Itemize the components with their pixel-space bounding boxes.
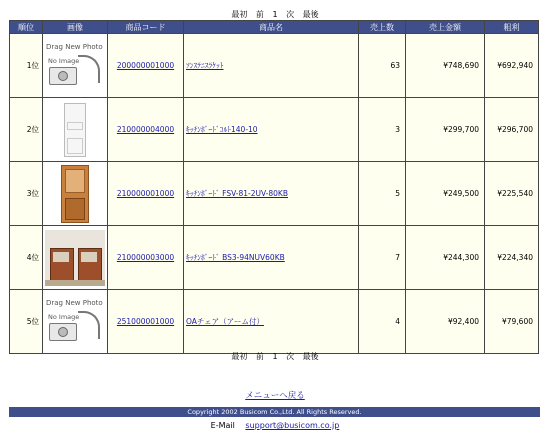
placeholder-line1: Drag New Photo <box>46 42 103 51</box>
rank-cell: 3位 <box>10 162 43 226</box>
product-name-link[interactable]: ｷｯﾁﾝﾎﾞｰﾄﾞ BS3-94NUV60KB <box>186 253 285 262</box>
pager-last[interactable]: 最後 <box>302 352 319 361</box>
sales-cell: ¥299,700 <box>406 98 485 162</box>
curved-arrow-icon <box>78 311 100 339</box>
camera-icon <box>49 67 77 85</box>
placeholder-line2: No Image <box>48 56 80 65</box>
profit-cell: ¥79,600 <box>485 290 539 354</box>
rank-cell: 1位 <box>10 34 43 98</box>
rank-cell: 2位 <box>10 98 43 162</box>
header-name: 商品名 <box>184 21 359 34</box>
product-code-link[interactable]: 210000003000 <box>116 253 175 262</box>
floor <box>45 280 105 286</box>
profit-cell: ¥225,540 <box>485 162 539 226</box>
qty-cell: 5 <box>359 162 406 226</box>
sales-cell: ¥92,400 <box>406 290 485 354</box>
sales-cell: ¥249,500 <box>406 162 485 226</box>
table-row <box>10 162 539 226</box>
pager-next[interactable]: 次 <box>286 10 295 19</box>
no-photo-placeholder <box>46 43 104 89</box>
rank-cell: 5位 <box>10 290 43 354</box>
camera-icon <box>49 323 77 341</box>
room-shelves-image <box>45 230 105 286</box>
table-row <box>10 290 539 354</box>
header-profit: 粗利 <box>485 21 539 34</box>
qty-cell: 63 <box>359 34 406 98</box>
product-code-link[interactable]: 251000001000 <box>116 317 175 326</box>
wood-hutch-image <box>61 165 89 223</box>
no-photo-placeholder <box>46 299 104 345</box>
product-image <box>43 162 108 226</box>
name-cell <box>184 34 359 98</box>
code-cell <box>108 226 184 290</box>
table-row <box>10 34 539 98</box>
profit-cell: ¥296,700 <box>485 98 539 162</box>
code-cell <box>108 290 184 354</box>
product-image <box>43 34 108 98</box>
header-rank: 順位 <box>10 21 43 34</box>
qty-cell: 4 <box>359 290 406 354</box>
table-row <box>10 226 539 290</box>
product-image <box>43 98 108 162</box>
footer-email <box>0 421 550 430</box>
pager-page: 1 <box>272 10 278 19</box>
product-name-link[interactable]: OAチェア（アーム付） <box>186 317 264 326</box>
product-name-link[interactable]: ｿﾝｽﾃﾆｽﾗｹｯﾄ <box>186 61 224 70</box>
pager-prev[interactable]: 前 <box>255 352 264 361</box>
table-header-row <box>10 21 539 34</box>
product-name-link[interactable]: ｷｯﾁﾝﾎﾞｰﾄﾞ FSV-81-2UV-80KB <box>186 189 288 198</box>
name-cell <box>184 98 359 162</box>
placeholder-line2: No Image <box>48 312 80 321</box>
curved-arrow-icon <box>78 55 100 83</box>
email-link[interactable]: support@busicom.co.jp <box>245 421 340 430</box>
white-cabinet-image <box>64 103 86 157</box>
code-cell <box>108 98 184 162</box>
pager-first[interactable]: 最初 <box>231 10 248 19</box>
product-image <box>43 226 108 290</box>
shelf-left <box>50 248 74 284</box>
header-sales: 売上金額 <box>406 21 485 34</box>
qty-cell: 3 <box>359 98 406 162</box>
code-cell <box>108 162 184 226</box>
header-qty: 売上数 <box>359 21 406 34</box>
sales-ranking-table <box>9 20 539 354</box>
name-cell <box>184 226 359 290</box>
qty-cell: 7 <box>359 226 406 290</box>
name-cell <box>184 162 359 226</box>
sales-cell: ¥244,300 <box>406 226 485 290</box>
product-code-link[interactable]: 210000001000 <box>116 189 175 198</box>
code-cell <box>108 34 184 98</box>
product-code-link[interactable]: 200000001000 <box>116 61 175 70</box>
footer-bar: Copyright 2002 Busicom Co.,Ltd. All Rights Reserved. <box>9 407 540 417</box>
product-code-link[interactable]: 210000004000 <box>116 125 175 134</box>
pager-bottom <box>0 351 550 362</box>
pager-last[interactable]: 最後 <box>302 10 319 19</box>
menu-link-container <box>0 389 550 401</box>
rank-cell: 4位 <box>10 226 43 290</box>
product-image <box>43 290 108 354</box>
pager-top <box>0 9 550 20</box>
header-code: 商品コード <box>108 21 184 34</box>
profit-cell: ¥224,340 <box>485 226 539 290</box>
sales-cell: ¥748,690 <box>406 34 485 98</box>
pager-prev[interactable]: 前 <box>255 10 264 19</box>
header-image: 画像 <box>43 21 108 34</box>
pager-next[interactable]: 次 <box>286 352 295 361</box>
email-label: E-Mail <box>210 421 235 430</box>
shelf-right <box>78 248 102 284</box>
name-cell <box>184 290 359 354</box>
profit-cell: ¥692,940 <box>485 34 539 98</box>
back-to-menu-link[interactable]: メニューへ戻る <box>245 391 305 401</box>
pager-page: 1 <box>272 352 278 361</box>
product-name-link[interactable]: ｷｯﾁﾝﾎﾞｰﾄﾞｺﾙﾄ140-10 <box>186 125 258 134</box>
table-row <box>10 98 539 162</box>
placeholder-line1: Drag New Photo <box>46 298 103 307</box>
pager-first[interactable]: 最初 <box>231 352 248 361</box>
